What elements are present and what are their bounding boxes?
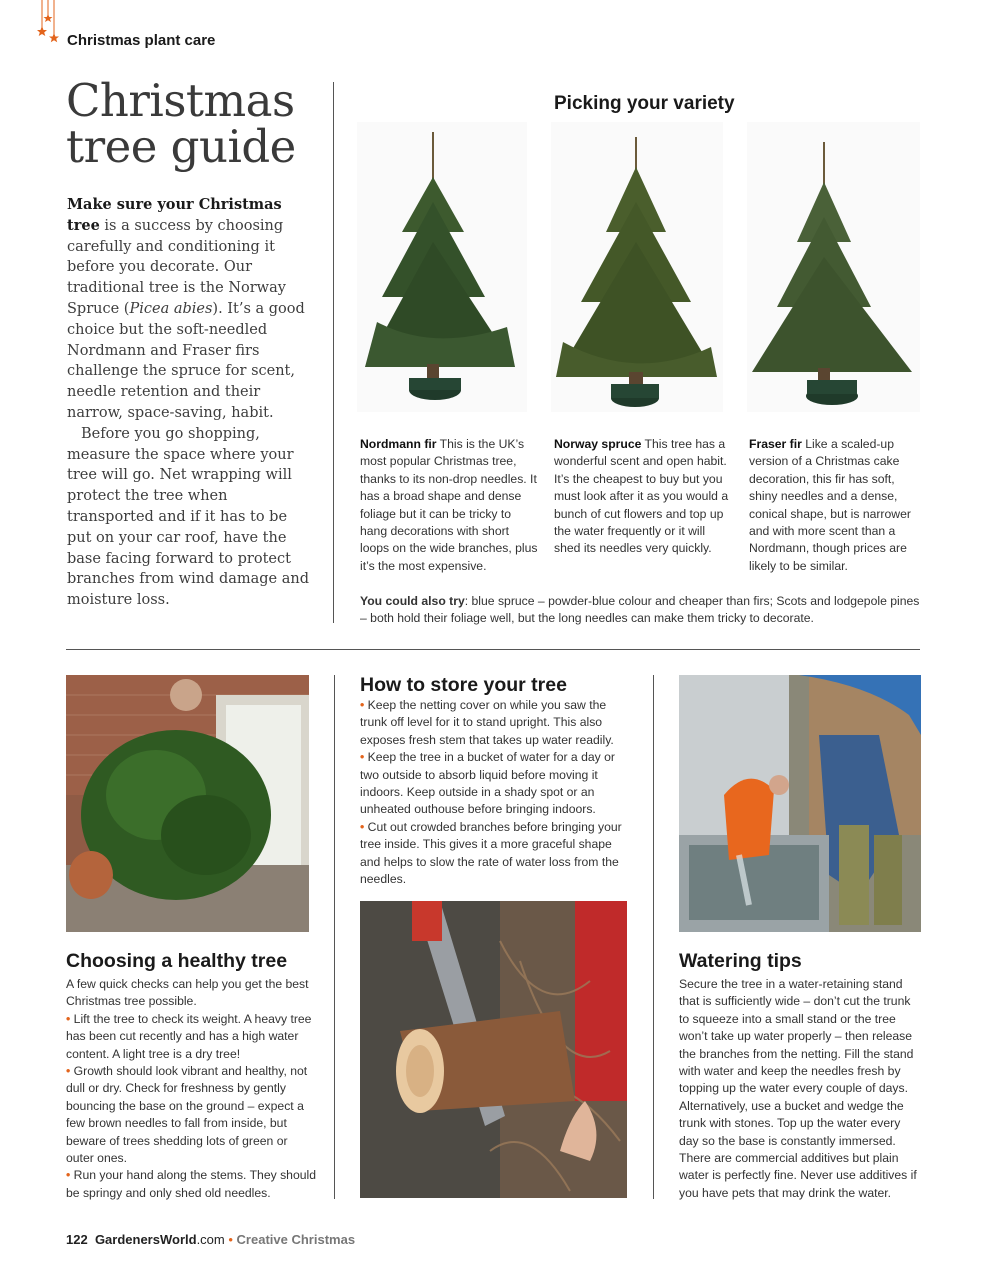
storing-bullet-2 [360, 749, 622, 819]
intro-text [67, 195, 311, 611]
fraser-fir-photo [747, 122, 920, 412]
page-number: 122 [66, 1232, 88, 1247]
carrying-tree-photo [66, 675, 309, 932]
nordmann-fir-photo [357, 122, 527, 412]
variety-nordmann-text: This is the UK’s most popular Christmas tree, thanks to its non-drop needles. It has a broad shape and dense foliage but it can be tricky to hang decorations with short loops on the wide branches, plus it’s the most expensive. [360, 437, 538, 573]
choosing-bullet-3 [66, 1167, 316, 1202]
intro-paragraph-2: Before you go shopping, measure the space where your tree will go. Net wrapping will protect the tree when transported and if it has to be put on your car roof, have the base facing forward to protect branches from wind damage and moisture loss. [67, 425, 310, 609]
section-label: Christmas plant care [67, 32, 216, 49]
column-divider-3 [653, 675, 654, 1199]
choosing-intro: A few quick checks can help you get the best Christmas tree possible. [66, 977, 309, 1009]
intro-p1-a: is a success by choosing carefully and conditioning it before you decorate. Our traditional tree is the Norway Spruce ( [67, 217, 286, 317]
bullet-icon: • [66, 1168, 71, 1183]
footer-site: GardenersWorld [94, 1232, 197, 1247]
variety-fraser-name: Fraser fir [749, 437, 802, 451]
bullet-icon: • [360, 698, 365, 712]
column-divider-2 [334, 675, 335, 1199]
title-line-1: Christmas [66, 74, 295, 127]
variety-nordmann-name: Nordmann fir [360, 437, 437, 451]
variety-nordmann [360, 436, 540, 575]
storing-body [360, 697, 622, 888]
bullet-icon: • [66, 1011, 71, 1026]
also-try-note [360, 593, 920, 628]
storing-heading: How to store your tree [360, 674, 567, 696]
choosing-heading: Choosing a healthy tree [66, 950, 288, 972]
watering-heading: Watering tips [679, 950, 802, 972]
star-decoration-icon [36, 0, 66, 46]
title-line-2: tree guide [66, 120, 296, 173]
footer-dot: • [228, 1232, 233, 1247]
storing-bullet-1-text: Keep the netting cover on while you saw the trunk off level for it to stand upright. This also exposes fresh stem that takes up water readily. [360, 698, 614, 747]
watering-body: Secure the tree in a water-retaining stand that is sufficiently wide – don’t cut the trunk to squeeze into a small stand or the tree won’t take up water properly – then release the branches from the netting. Fill the stand with water and keep the needles fresh by topping up the water every couple of days. Alternatively, use a bucket and wedge the trunk with stones. Top up the water every day so the base is constantly immersed. There are commercial additives but plain water is perfectly fine. Never use additives if you have pets that may drink the water. [679, 977, 917, 1200]
footer-tld: .com [196, 1232, 225, 1247]
variety-fraser [749, 436, 921, 575]
variety-norway-text: This tree has a wonderful scent and open habit. It’s the cheapest to buy but you must look after it as you would a bunch of cut flowers and top up the water frequently or it will shed its needles very quickly. [554, 437, 729, 556]
sawing-trunk-photo [360, 901, 627, 1198]
variety-heading: Picking your variety [554, 93, 735, 114]
intro-lead: Make sure your Christmas tree [67, 196, 282, 234]
intro-paragraph-1 [67, 195, 311, 424]
bullet-icon: • [360, 750, 365, 765]
also-try-text: : blue spruce – powder-blue colour and cheaper than firs; Scots and lodgepole pines – both hold their foliage well, but the long needles can make them tricky to decorate. [360, 594, 920, 626]
choosing-body [66, 976, 316, 1202]
bullet-icon: • [360, 819, 365, 834]
also-try-label: You could also try [360, 594, 465, 608]
footer-issue: Creative Christmas [236, 1232, 356, 1247]
variety-norway-name: Norway spruce [554, 437, 642, 451]
watering-photo [679, 675, 921, 932]
storing-bullet-3 [360, 819, 622, 889]
storing-bullet-3-text: Cut out crowded branches before bringing your tree inside. This gives it a more graceful shape and helps to slow the rate of water loss from the needles. [360, 819, 622, 887]
storing-bullet-1 [360, 697, 622, 749]
page-title [66, 74, 326, 173]
intro-latin-name: Picea abies [129, 300, 213, 317]
intro-p1-b: ). It’s a good choice but the soft-needled Nordmann and Fraser firs challenge the spruce for scent, needle retention and their narrow, space-saving, habit. [67, 300, 305, 421]
column-divider [333, 82, 334, 623]
bullet-icon: • [66, 1064, 71, 1079]
storing-bullet-2-text: Keep the tree in a bucket of water for a day or two outside to absorb liquid before moving it indoors. Keep outside in a shady spot or an unheated outhouse before bringing indoors. [360, 750, 615, 817]
choosing-bullet-3-text: Run your hand along the stems. They should be springy and only shed old needles. [66, 1168, 316, 1200]
choosing-bullet-2-text: Growth should look vibrant and healthy, not dull or dry. Check for freshness by gently bouncing the base on the ground – expect a few brown needles to fall from inside, but beware of trees shedding lots of green or outer ones. [66, 1064, 308, 1166]
norway-spruce-photo [551, 122, 723, 412]
choosing-bullet-2 [66, 1063, 316, 1167]
choosing-bullet-1-text: Lift the tree to check its weight. A heavy tree has been cut recently and has a high water content. A light tree is a dry tree! [66, 1011, 312, 1061]
footer [66, 1232, 355, 1247]
choosing-bullet-1 [66, 1011, 316, 1063]
section-divider [66, 649, 920, 650]
variety-norway [554, 436, 734, 558]
variety-fraser-text: Like a scaled-up version of a Christmas cake decoration, this fir has soft, shiny needles and a dense, conical shape, but is narrower and with more scent than a Nordmann, though prices are likely to be similar. [749, 437, 911, 573]
